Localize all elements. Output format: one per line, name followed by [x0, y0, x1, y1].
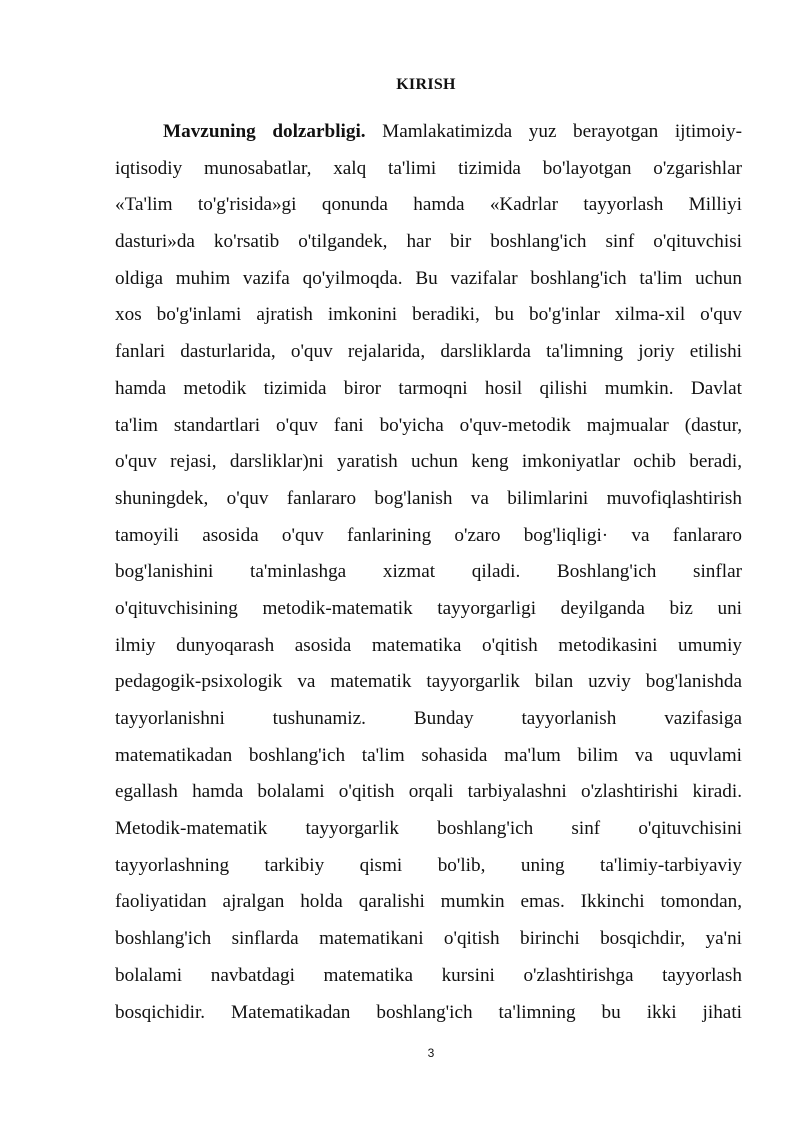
- body-paragraph: [115, 114, 742, 1031]
- paragraph-line: boshlang'ich sinflarda matematikani o'qitish birinchi bosqichdir, ya'ni: [115, 928, 742, 950]
- paragraph-line: pedagogik-psixologik va matematik tayyorgarlik bilan uzviy bog'lanishda: [115, 671, 742, 693]
- paragraph-line: Metodik-matematik tayyorgarlik boshlang'ich sinf o'qituvchisini: [115, 818, 742, 840]
- paragraph-line: iqtisodiy munosabatlar, xalq ta'limi tizimida bo'layotgan o'zgarishlar: [115, 157, 742, 179]
- section-heading: KIRISH: [396, 76, 456, 93]
- paragraph-first-line-rest: Mamlakatimizda yuz berayotgan ijtimoiy-: [365, 121, 742, 142]
- paragraph-line: egallash hamda bolalami o'qitish orqali tarbiyalashni o'zlashtirishi kiradi.: [115, 781, 742, 803]
- paragraph-line: tamoyili asosida o'quv fanlarining o'zaro bog'liqligi· va fanlararo: [115, 524, 742, 546]
- paragraph-line: fanlari dasturlarida, o'quv rejalarida, darsliklarda ta'limning joriy etilishi: [115, 341, 742, 363]
- paragraph-line: bosqichidir. Matematikadan boshlang'ich ta'limning bu ikki jihati: [115, 1001, 742, 1023]
- paragraph-lead: Mavzuning dolzarbligi.: [163, 121, 366, 142]
- paragraph-line: «Ta'lim to'g'risida»gi qonunda hamda «Kadrlar tayyorlash Milliyi: [115, 194, 742, 216]
- paragraph-line: ta'lim standartlari o'quv fani bo'yicha o'quv-metodik majmualar (dastur,: [115, 414, 742, 436]
- page-number: 3: [427, 1046, 435, 1060]
- paragraph-line: xos bo'g'inlami ajratish imkonini beradiki, bu bo'g'inlar xilma-xil o'quv: [115, 304, 742, 326]
- paragraph-line: bolalami navbatdagi matematika kursini o'zlashtirishga tayyorlash: [115, 964, 742, 986]
- paragraph-line: tayyorlanishni tushunamiz. Bunday tayyorlanish vazifasiga: [115, 708, 742, 729]
- paragraph-line: tayyorlashning tarkibiy qismi bo'lib, uning ta'limiy-tarbiyaviy: [115, 854, 742, 876]
- paragraph-line: dasturi»da ko'rsatib o'tilgandek, har bir boshlang'ich sinf o'qituvchisi: [115, 231, 742, 253]
- paragraph-line: o'qituvchisining metodik-matematik tayyorgarligi deyilganda biz uni: [115, 597, 742, 619]
- paragraph-line: hamda metodik tizimida biror tarmoqni hosil qilishi mumkin. Davlat: [115, 377, 742, 399]
- paragraph-line: o'quv rejasi, darsliklar)ni yaratish uchun keng imkoniyatlar ochib beradi,: [115, 451, 742, 473]
- paragraph-first-line: [115, 114, 742, 151]
- paragraph-line: shuningdek, o'quv fanlararo bog'lanish va bilimlarini muvofiqlashtirish: [115, 487, 742, 509]
- paragraph-line: matematikadan boshlang'ich ta'lim sohasida ma'lum bilim va uquvlami: [115, 744, 742, 766]
- paragraph-line: bog'lanishini ta'minlashga xizmat qiladi. Boshlang'ich sinflar: [115, 561, 742, 583]
- paragraph-line: oldiga muhim vazifa qo'yilmoqda. Bu vazifalar boshlang'ich ta'lim uchun: [115, 267, 742, 289]
- paragraph-line: ilmiy dunyoqarash asosida matematika o'qitish metodikasini umumiy: [115, 634, 742, 656]
- paragraph-line: faoliyatidan ajralgan holda qaralishi mumkin emas. Ikkinchi tomondan,: [115, 891, 742, 913]
